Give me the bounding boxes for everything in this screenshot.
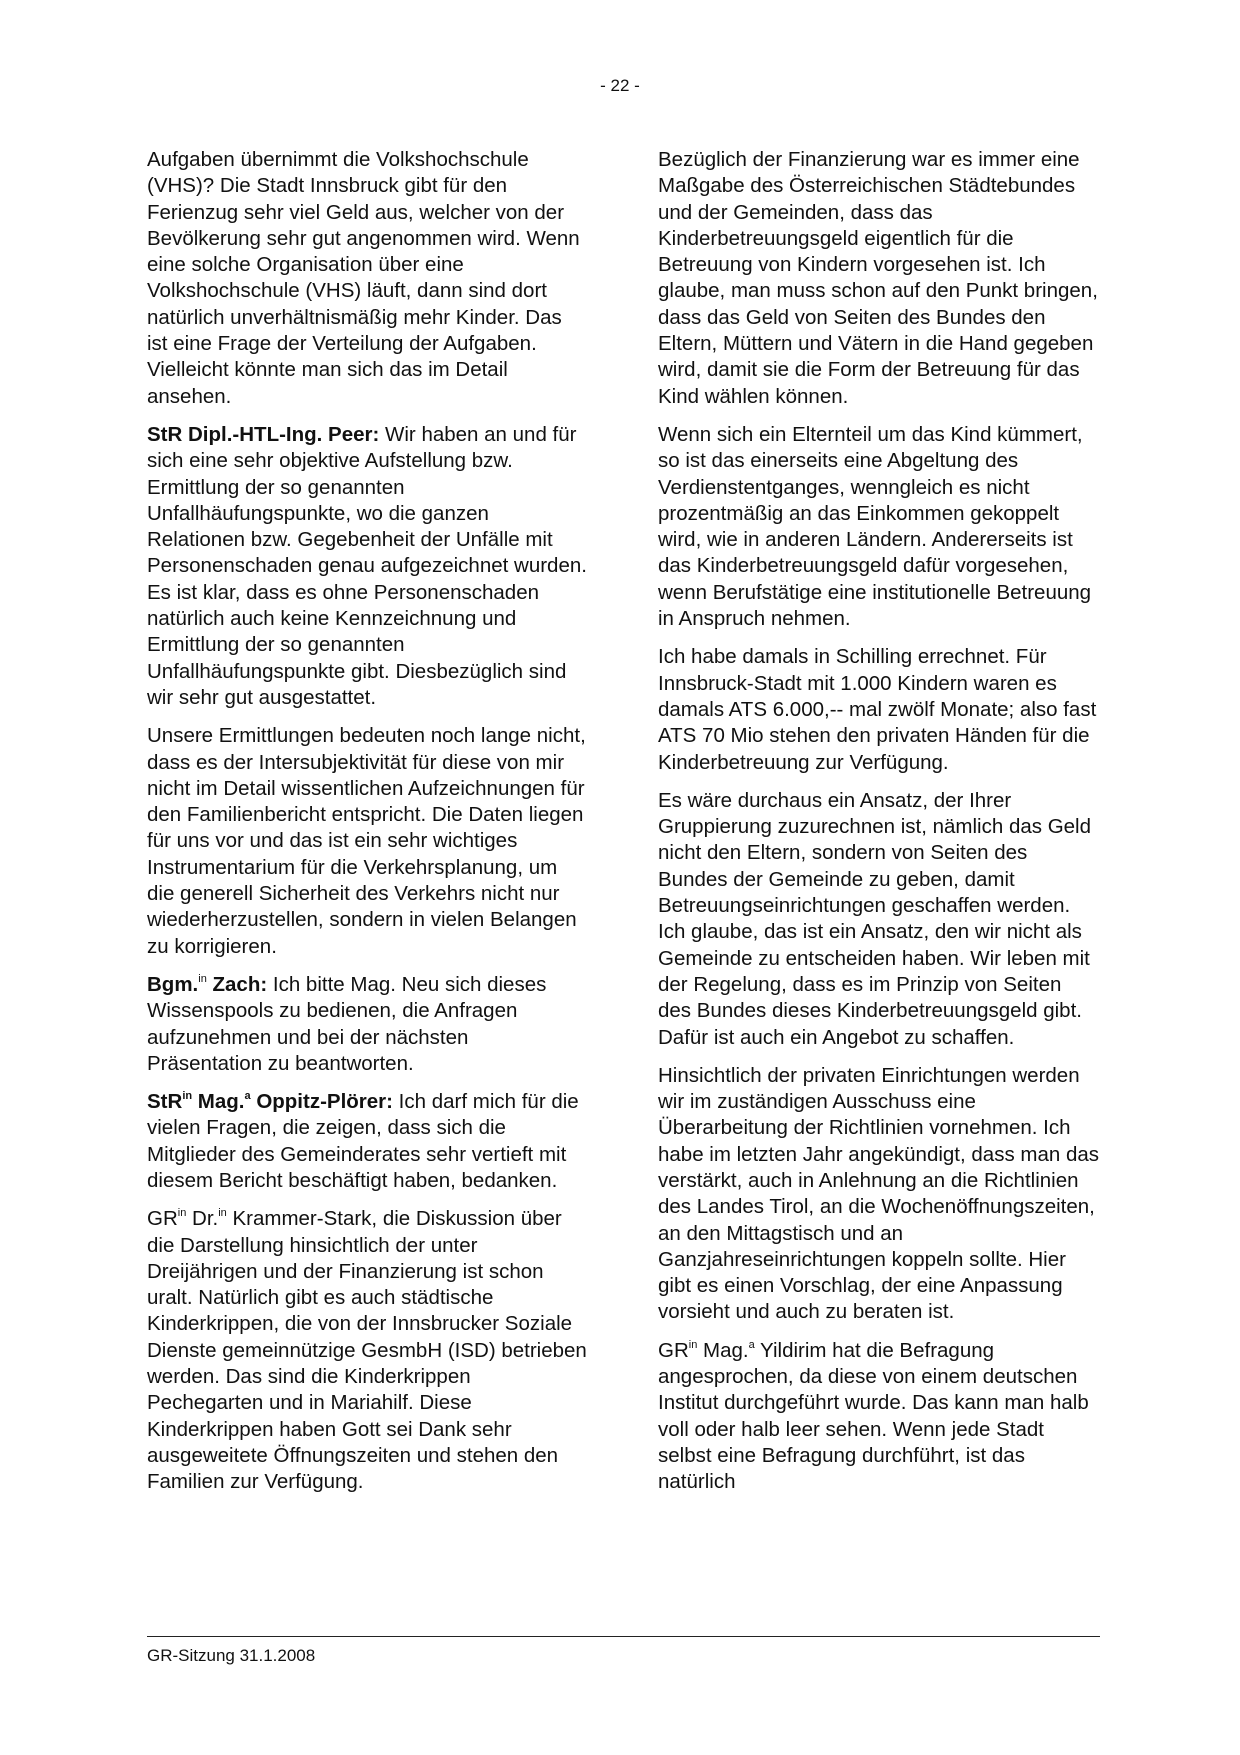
speaker-title: Dr.	[186, 1207, 219, 1231]
superscript: in	[182, 1090, 193, 1103]
superscript: in	[177, 1207, 187, 1220]
speaker-title: Mag.	[192, 1090, 245, 1114]
paragraph: Es wäre durchaus ein Ansatz, der Ihrer Gruppierung zuzurechnen ist, nämlich das Geld nicht den Eltern, sondern von Seiten des Bundes der Gemeinde zu geben, damit Betreuungseinrichtungen geschaffen werden. Ich glaube, das ist ein Ansatz, den wir nicht als Gemeinde zu entscheiden haben. Wir leben mit der Regelung, dass es im Prinzip von Seiten des Bundes dieses Kinderbetreuungsgeld gibt. Dafür ist auch ein Angebot zu schaffen.	[658, 788, 1092, 1049]
footer-session-date: GR-Sitzung 31.1.2008	[147, 1646, 316, 1665]
paragraph	[147, 1206, 587, 1495]
paragraph-text: Yildirim hat die Befragung angesprochen, da diese von einem deutschen Institut durchgeführt wurde. Das kann man halb voll oder halb leer sehen. Wenn jede Stadt selbst eine Befragung durchführt, ist das natürlich	[658, 1338, 1089, 1494]
right-column	[658, 147, 1100, 1508]
speaker-title: Bgm.	[147, 972, 199, 996]
paragraph	[658, 1338, 1100, 1496]
paragraph	[147, 422, 587, 711]
paragraph-text: Ich darf mich für die vielen Fragen, die zeigen, dass sich die Mitglieder des Gemeinderates sehr vertieft mit diesem Bericht beschäftigt haben, bedanken.	[147, 1090, 579, 1192]
paragraph	[147, 1089, 587, 1194]
paragraph: Aufgaben übernimmt die Volkshochschule (VHS)? Die Stadt Innsbruck gibt für den Ferienzug sehr viel Geld aus, welcher von der Bevölkerung sehr gut angenommen wird. Wenn eine solche Organisation über eine Volkshochschule (VHS) läuft, dann sind dort natürlich unverhältnismäßig mehr Kinder. Das ist eine Frage der Verteilung der Aufgaben. Vielleicht könnte man sich das im Detail ansehen.	[147, 148, 580, 408]
speaker-name: Oppitz-Plörer:	[250, 1090, 393, 1114]
superscript: a	[748, 1338, 755, 1351]
paragraph: Wenn sich ein Elternteil um das Kind kümmert, so ist das einerseits eine Abgeltung des Verdienstentganges, wenngleich es nicht prozentmäßig an das Einkommen gekoppelt wird, wie in anderen Ländern. Andererseits ist das Kinderbetreuungsgeld dafür vorgesehen, wenn Berufstätige eine institutionelle Betreuung in Anspruch nehmen.	[658, 422, 1092, 631]
paragraph-text: Krammer-Stark, die Diskussion über die Darstellung hinsichtlich der unter Dreijährigen und der Finanzierung ist schon uralt. Natürlich gibt es auch städtische Kinderkrippen, die von der Innsbrucker Soziale Dienste gemeinnützige GesmbH (ISD) betrieben werden. Das sind die Kinderkrippen Pechegarten und in Mariahilf. Diese Kinderkrippen haben Gott sei Dank sehr ausgeweitete Öffnungszeiten und stehen den Familien zur Verfügung.	[147, 1207, 587, 1494]
left-column	[147, 147, 587, 1508]
speaker-title: StR	[147, 1090, 183, 1114]
speaker-name: StR Dipl.-HTL-Ing. Peer:	[147, 422, 380, 446]
speaker-title: GR	[147, 1207, 178, 1231]
paragraph: Unsere Ermittlungen bedeuten noch lange nicht, dass es der Intersubjektivität für diese von mir nicht im Detail wissentlichen Aufzeichnungen für den Familienbericht entspricht. Die Daten liegen für uns vor und das ist ein sehr wichtiges Instrumentarium für die Verkehrsplanung, um die generell Sicherheit des Verkehrs nicht nur wiederherzustellen, sondern in vielen Belangen zu korrigieren.	[147, 724, 586, 958]
paragraph: Hinsichtlich der privaten Einrichtungen werden wir im zuständigen Ausschuss eine Überarbeitung der Richtlinien vornehmen. Ich habe im letzten Jahr angekündigt, dass man das verstärkt, auch in Anlehnung an die Richtlinien des Landes Tirol, an die Wochenöffnungszeiten, an den Mittagstisch und an Ganzjahreseinrichtungen koppeln sollte. Hier gibt es einen Vorschlag, der eine Anpassung vorsieht und auch zu beraten ist.	[658, 1063, 1100, 1324]
paragraph-text: Wir haben an und für sich eine sehr objektive Aufstellung bzw. Ermittlung der so genannten Unfallhäufungspunkte, wo die ganzen Relationen bzw. Gegebenheit der Unfälle mit Personenschaden genau aufgezeichnet wurden. Es ist klar, dass es ohne Personenschaden natürlich auch keine Kennzeichnung und Ermittlung der so genannten Unfallhäufungspunkte gibt. Diesbezüglich sind wir sehr gut ausgestattet.	[147, 422, 587, 709]
paragraph	[147, 972, 587, 1077]
superscript: in	[688, 1338, 698, 1351]
speaker-title: GR	[658, 1338, 689, 1362]
speaker-name: Zach:	[206, 972, 268, 996]
speaker-title: Mag.	[697, 1338, 749, 1362]
superscript: in	[198, 972, 207, 985]
paragraph: Bezüglich der Finanzierung war es immer eine Maßgabe des Österreichischen Städtebundes und der Gemeinden, dass das Kinderbetreuungsgeld eigentlich für die Betreuung von Kindern vorgesehen ist. Ich glaube, man muss schon auf den Punkt bringen, dass das Geld von Seiten des Bundes den Eltern, Müttern und Vätern in die Hand gegeben wird, damit sie die Form der Betreuung für das Kind wählen können.	[658, 148, 1098, 408]
footer-divider	[147, 1636, 1100, 1637]
paragraph: Ich habe damals in Schilling errechnet. Für Innsbruck-Stadt mit 1.000 Kindern waren es damals ATS 6.000,-- mal zwölf Monate; also fast ATS 70 Mio stehen den privaten Händen für die Kinderbetreuung zur Verfügung.	[658, 645, 1097, 774]
page-number: - 22 -	[600, 76, 640, 95]
superscript: a	[244, 1090, 251, 1103]
superscript: in	[218, 1207, 227, 1220]
paragraph-text: Ich bitte Mag. Neu sich dieses Wissenspools zu bedienen, die Anfragen aufzunehmen und bei der nächsten Präsentation zu beantworten.	[147, 972, 547, 1075]
